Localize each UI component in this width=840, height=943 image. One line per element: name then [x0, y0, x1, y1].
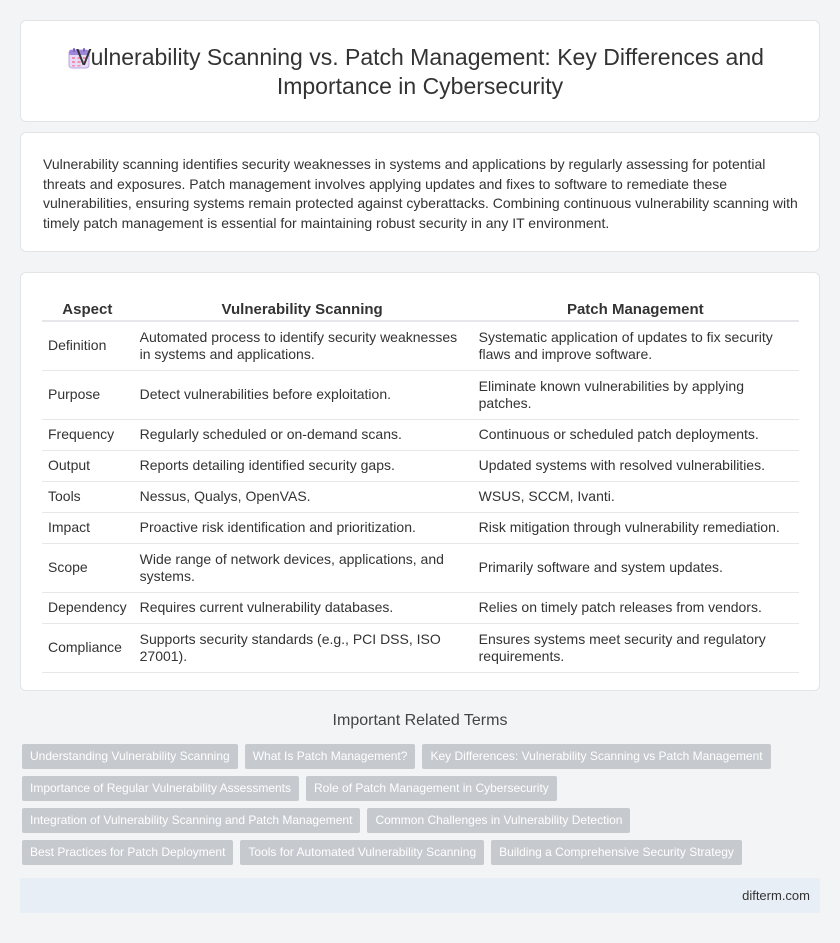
tag-link[interactable]: Importance of Regular Vulnerability Assessments	[22, 776, 299, 801]
related-terms-tags	[22, 744, 802, 872]
row-patch: WSUS, SCCM, Ivanti.	[472, 481, 799, 512]
row-scanning: Wide range of network devices, applications, and systems.	[133, 543, 472, 592]
comparison-card	[20, 272, 820, 691]
tag-row	[22, 808, 802, 840]
tag-link[interactable]: Key Differences: Vulnerability Scanning vs Patch Management	[422, 744, 770, 769]
table-header-row	[42, 293, 799, 321]
footer	[20, 878, 820, 913]
row-patch: Ensures systems meet security and regulatory requirements.	[472, 623, 799, 672]
table-row	[42, 370, 799, 419]
row-aspect: Output	[42, 450, 133, 481]
tag-link[interactable]: Integration of Vulnerability Scanning and Patch Management	[22, 808, 360, 833]
intro-card	[20, 132, 820, 252]
table-row	[42, 543, 799, 592]
row-scanning: Proactive risk identification and prioritization.	[133, 512, 472, 543]
row-patch: Systematic application of updates to fix security flaws and improve software.	[472, 321, 799, 370]
tag-link[interactable]: What Is Patch Management?	[245, 744, 416, 769]
row-patch: Eliminate known vulnerabilities by applying patches.	[472, 370, 799, 419]
table-row	[42, 450, 799, 481]
table-row	[42, 321, 799, 370]
row-aspect: Frequency	[42, 419, 133, 450]
page-title: Vulnerability Scanning vs. Patch Management: Key Differences and Importance in Cybersecurity	[76, 44, 764, 99]
tag-link[interactable]: Common Challenges in Vulnerability Detection	[367, 808, 630, 833]
row-scanning: Supports security standards (e.g., PCI DSS, ISO 27001).	[133, 623, 472, 672]
row-aspect: Scope	[42, 543, 133, 592]
row-scanning: Nessus, Qualys, OpenVAS.	[133, 481, 472, 512]
row-scanning: Detect vulnerabilities before exploitation.	[133, 370, 472, 419]
row-patch: Continuous or scheduled patch deployments.	[472, 419, 799, 450]
row-scanning: Reports detailing identified security gaps.	[133, 450, 472, 481]
tag-row	[22, 744, 802, 776]
row-aspect: Impact	[42, 512, 133, 543]
title-card	[20, 20, 820, 122]
tag-link[interactable]: Understanding Vulnerability Scanning	[22, 744, 238, 769]
comparison-table	[42, 293, 799, 673]
related-terms-title: Important Related Terms	[332, 712, 508, 729]
row-aspect: Tools	[42, 481, 133, 512]
row-patch: Updated systems with resolved vulnerabilities.	[472, 450, 799, 481]
row-aspect: Compliance	[42, 623, 133, 672]
tag-link[interactable]: Tools for Automated Vulnerability Scanning	[240, 840, 484, 865]
row-patch: Primarily software and system updates.	[472, 543, 799, 592]
row-aspect: Definition	[42, 321, 133, 370]
row-scanning: Automated process to identify security weaknesses in systems and applications.	[133, 321, 472, 370]
row-aspect: Dependency	[42, 592, 133, 623]
row-scanning: Requires current vulnerability databases.	[133, 592, 472, 623]
table-row	[42, 512, 799, 543]
row-scanning: Regularly scheduled or on-demand scans.	[133, 419, 472, 450]
tag-link[interactable]: Building a Comprehensive Security Strategy	[491, 840, 742, 865]
table-row	[42, 419, 799, 450]
footer-site-link[interactable]: difterm.com	[742, 888, 810, 903]
tag-row	[22, 840, 802, 872]
table-row	[42, 481, 799, 512]
row-aspect: Purpose	[42, 370, 133, 419]
tag-link[interactable]: Role of Patch Management in Cybersecurity	[306, 776, 557, 801]
header-aspect: Aspect	[42, 293, 133, 321]
table-row	[42, 592, 799, 623]
tag-link[interactable]: Best Practices for Patch Deployment	[22, 840, 233, 865]
header-patch-management: Patch Management	[472, 293, 799, 321]
intro-paragraph: Vulnerability scanning identifies security weaknesses in systems and applications by regularly assessing for potential threats and exposures. Patch management involves applying updates and fixes to software to remediate these vulnerabilities, ensuring systems remain protected against cyberattacks. Combining continuous vulnerability scanning with timely patch management is essential for maintaining robust security in any IT environment.	[43, 156, 798, 231]
row-patch: Risk mitigation through vulnerability remediation.	[472, 512, 799, 543]
tag-row	[22, 776, 802, 808]
row-patch: Relies on timely patch releases from vendors.	[472, 592, 799, 623]
header-vulnerability-scanning: Vulnerability Scanning	[133, 293, 472, 321]
table-row	[42, 623, 799, 672]
